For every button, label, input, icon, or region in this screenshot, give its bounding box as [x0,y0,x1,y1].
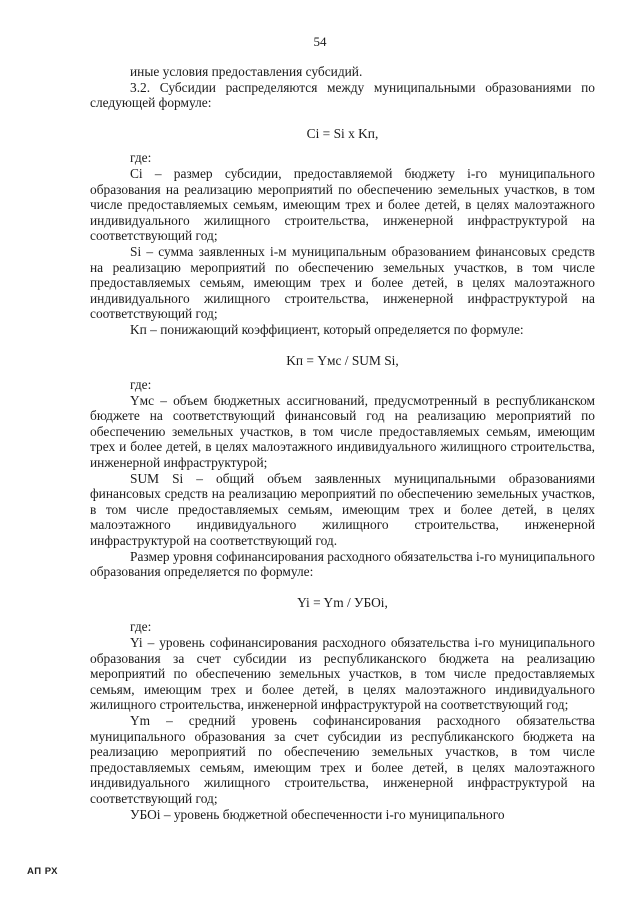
paragraph-conditions: иные условия предоставления субсидий. [130,64,363,79]
page-number: 54 [313,34,327,49]
formula-ci: Ci = Si x Kп, [306,125,379,141]
archive-stamp-mark: АП РХ [27,866,59,877]
formula-kp: Kп = Yмс / SUM Si, [286,352,399,368]
definition-yi: Yi – уровень софинансирования расходного обязательства i-го муниципального образования за счет субсидии из республиканского бюджета на реализацию мероприятий по обеспечению земельных участков, в том числе предоставляемых семьям, имеющим трех и более детей, в целях малоэтажного индивидуального жилищного строительства, инженерной инфраструктурой на соответствующий год; [90,635,595,713]
definition-sum-si: SUM Si – общий объем заявленных муниципальными образованиями финансовых средств на реализацию мероприятий по обеспечению земельных участков, в том числе предоставляемых семьям, имеющим трех и более детей, в целях малоэтажного индивидуального жилищного строительства, инженерной инфраструктурой на соответствующий год. [90,470,595,549]
where-label: где: [130,619,152,635]
paragraph-cofinancing-level: Размер уровня софинансирования расходного обязательства i-го муниципального образования определяется по формуле: [90,548,595,580]
definition-ubo: УБОi – уровень бюджетной обеспеченности i-го муниципального [130,806,505,822]
formula-yi: Yi = Ym / УБОi, [297,594,388,610]
where-label: где: [130,150,152,166]
paragraph-section-3-2: 3.2. Субсидии распределяются между муниципальными образованиями по следующей формуле: [90,79,595,111]
definition-si: Si – сумма заявленных i-м муниципальным образованием финансовых средств на реализацию мероприятий по обеспечению земельных участков, в том числе предоставляемых семьям, имеющим трех и более детей, в целях малоэтажного индивидуального жилищного строительства, инженерной инфраструктурой на соответствующий год; [90,243,595,322]
document-body [90,64,595,822]
definition-kp: Kп – понижающий коэффициент, который определяется по формуле: [130,321,524,337]
definition-ym: Ym – средний уровень софинансирования расходного обязательства муниципального образования за счет субсидии из республиканского бюджета на реализацию мероприятий по обеспечению земельных участков, в том числе предоставляемых семьям, имеющим трех и более детей, в целях малоэтажного индивидуального жилищного строительства, инженерной инфраструктурой на соответствующий год; [90,712,595,806]
definition-ymc: Yмс – объем бюджетных ассигнований, предусмотренный в республиканском бюджете на соответствующий финансовый год на реализацию мероприятий по обеспечению земельных участков, в том числе предоставляемых семьям, имеющим трех и более детей, в целях малоэтажного индивидуального жилищного строительства, инженерной инфраструктурой; [90,392,595,471]
definition-ci: Ci – размер субсидии, предоставляемой бюджету i-го муниципального образования на реализацию мероприятий по обеспечению земельных участков, в том числе предоставляемых семьям, имеющим трех и более детей, в целях малоэтажного индивидуального жилищного строительства, инженерной инфраструктурой на соответствующий год; [90,165,595,244]
where-label: где: [130,377,152,393]
